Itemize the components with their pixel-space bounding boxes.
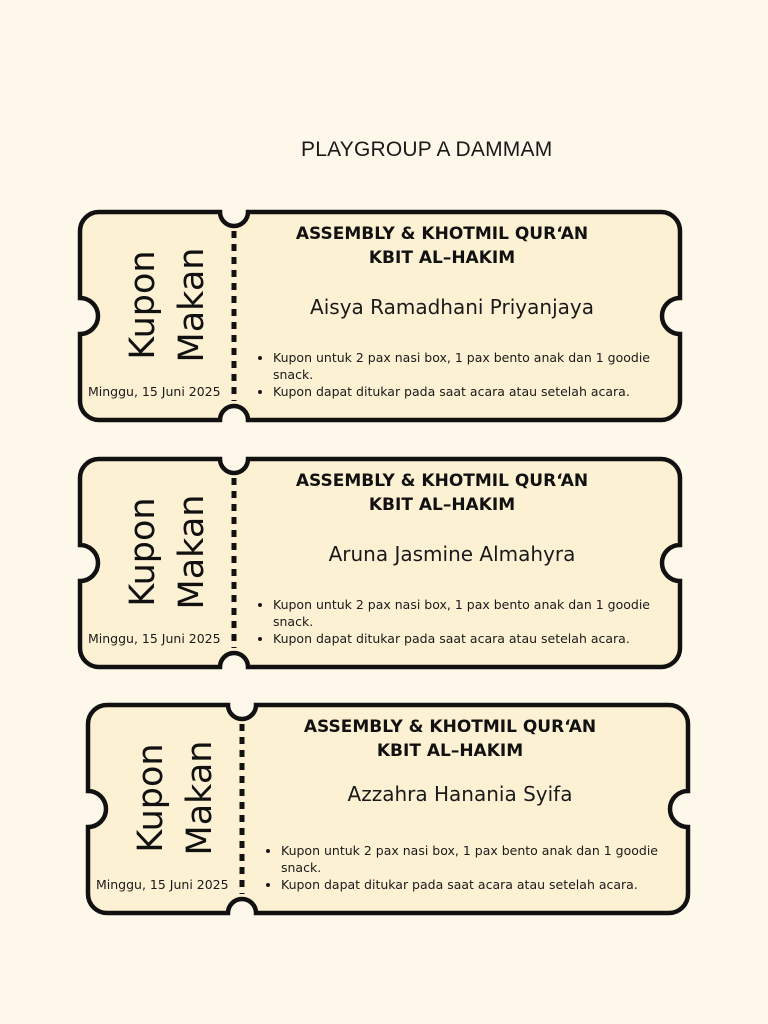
stub-title-kupon: Kupon — [131, 743, 171, 853]
attendee-name: Azzahra Hanania Syifa — [347, 782, 573, 806]
stub-title-makan: Makan — [172, 247, 212, 363]
stub-title-kupon: Kupon — [123, 497, 163, 607]
event-title — [250, 715, 650, 763]
event-date: Minggu, 15 Juni 2025 — [96, 877, 229, 892]
event-date: Minggu, 15 Juni 2025 — [88, 631, 221, 646]
coupon-note-item: • Kupon untuk 2 pax nasi box, 1 pax bento anak dan 1 goodie snack. — [273, 596, 693, 630]
event-title-line1: ASSEMBLY & KHOTMIL QUR‘AN — [295, 224, 589, 244]
attendee-name: Aisya Ramadhani Priyanjaya — [310, 295, 594, 319]
page-heading: PLAYGROUP A DAMMAM — [301, 138, 553, 161]
event-title — [242, 222, 642, 270]
coupon-notes — [255, 349, 693, 400]
event-title — [242, 469, 642, 517]
coupon-note-item: • Kupon untuk 2 pax nasi box, 1 pax bento anak dan 1 goodie snack. — [273, 349, 693, 383]
stub-title — [99, 245, 239, 365]
stub-title — [107, 738, 247, 858]
stub-title — [99, 492, 239, 612]
coupon-notes — [255, 596, 693, 647]
coupon-ticket-3 — [85, 702, 691, 916]
event-title-line1: ASSEMBLY & KHOTMIL QUR‘AN — [295, 471, 589, 491]
stub-title-makan: Makan — [180, 740, 220, 856]
event-date: Minggu, 15 Juni 2025 — [88, 384, 221, 399]
attendee-name: Aruna Jasmine Almahyra — [328, 542, 576, 566]
coupon-note-item: • Kupon dapat ditukar pada saat acara atau setelah acara. — [281, 876, 701, 893]
event-title-line2: KBIT AL–HAKIM — [368, 248, 516, 268]
coupon-note-item: • Kupon untuk 2 pax nasi box, 1 pax bento anak dan 1 goodie snack. — [281, 842, 701, 876]
coupon-ticket-2 — [77, 456, 683, 670]
event-title-line2: KBIT AL–HAKIM — [376, 741, 524, 761]
coupon-note-item: • Kupon dapat ditukar pada saat acara atau setelah acara. — [273, 630, 693, 647]
stub-title-makan: Makan — [172, 494, 212, 610]
coupon-note-item: • Kupon dapat ditukar pada saat acara atau setelah acara. — [273, 383, 693, 400]
coupon-notes — [263, 842, 701, 893]
event-title-line2: KBIT AL–HAKIM — [368, 495, 516, 515]
stub-title-kupon: Kupon — [123, 250, 163, 360]
event-title-line1: ASSEMBLY & KHOTMIL QUR‘AN — [303, 717, 597, 737]
coupon-ticket-1 — [77, 209, 683, 423]
